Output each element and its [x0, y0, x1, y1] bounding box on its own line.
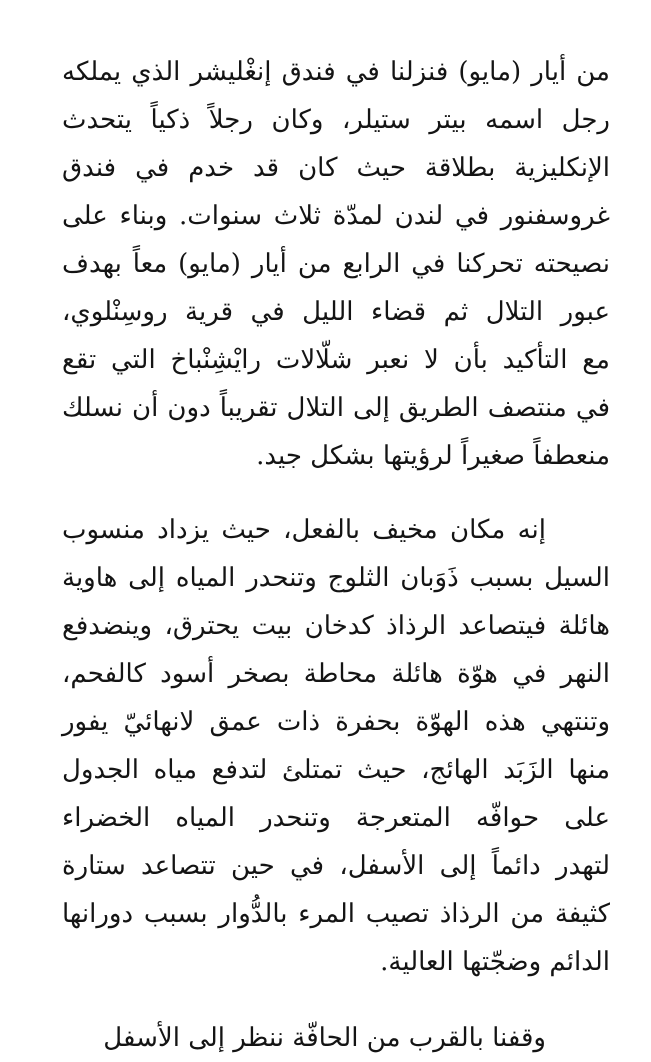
text-line: إنه مكان مخيف بالفعل، حيث يزداد منسوب	[62, 515, 546, 545]
text-line: منها الزَبَد الهائج، حيث تمتلئ لتدفع مياه الجدول	[62, 755, 610, 785]
text-line: رجل اسمه بيتر ستيلر، وكان رجلاً ذكياً يتحدث	[62, 105, 610, 135]
text-line: لتهدر دائماً إلى الأسفل، في حين تتصاعد ستارة	[62, 851, 610, 881]
paragraph-3	[62, 1014, 610, 1062]
text-line: الإنكليزية بطلاقة حيث كان قد خدم في فندق	[62, 153, 610, 183]
text-line: النهر في هوّة هائلة محاطة بصخر أسود كالفحم،	[62, 659, 610, 689]
text-line: السيل بسبب ذَوَبان الثلوج وتنحدر المياه إلى هاوية	[62, 563, 610, 593]
text-line: عبور التلال ثم قضاء الليل في قرية روسِنْلوي،	[62, 297, 610, 327]
text-line: منعطفاً صغيراً لرؤيتها بشكل جيد.	[256, 441, 610, 471]
text-line: وتنتهي هذه الهوّة بحفرة ذات عمق لانهائيّ يفور	[62, 707, 610, 737]
text-line: كثيفة من الرذاذ تصيب المرء بالدُّوار بسبب دورانها	[62, 899, 610, 929]
text-line: نصيحته تحركنا في الرابع من أيار (مايو) معاً بهدف	[62, 249, 610, 279]
text-line: على حوافّه المتعرجة وتنحدر المياه الخضراء	[62, 803, 610, 833]
document-page	[62, 48, 610, 1053]
paragraph-1	[62, 48, 610, 480]
text-line: في منتصف الطريق إلى التلال تقريباً دون أن نسلك	[62, 393, 610, 423]
text-line: الدائم وضجّتها العالية.	[380, 947, 610, 977]
text-line: هائلة فيتصاعد الرذاذ كدخان بيت يحترق، وينضدفع	[62, 611, 610, 641]
text-line: غروسفنور في لندن لمدّة ثلاث سنوات. وبناء على	[62, 201, 610, 231]
text-line: وقفنا بالقرب من الحافّة ننظر إلى الأسفل	[103, 1023, 546, 1053]
text-line: من أيار (مايو) فنزلنا في فندق إنغْليشر الذي يملكه	[62, 57, 610, 87]
paragraph-2	[62, 506, 610, 986]
text-line: مع التأكيد بأن لا نعبر شلّالات رايْشِنْباخ التي تقع	[62, 345, 610, 375]
